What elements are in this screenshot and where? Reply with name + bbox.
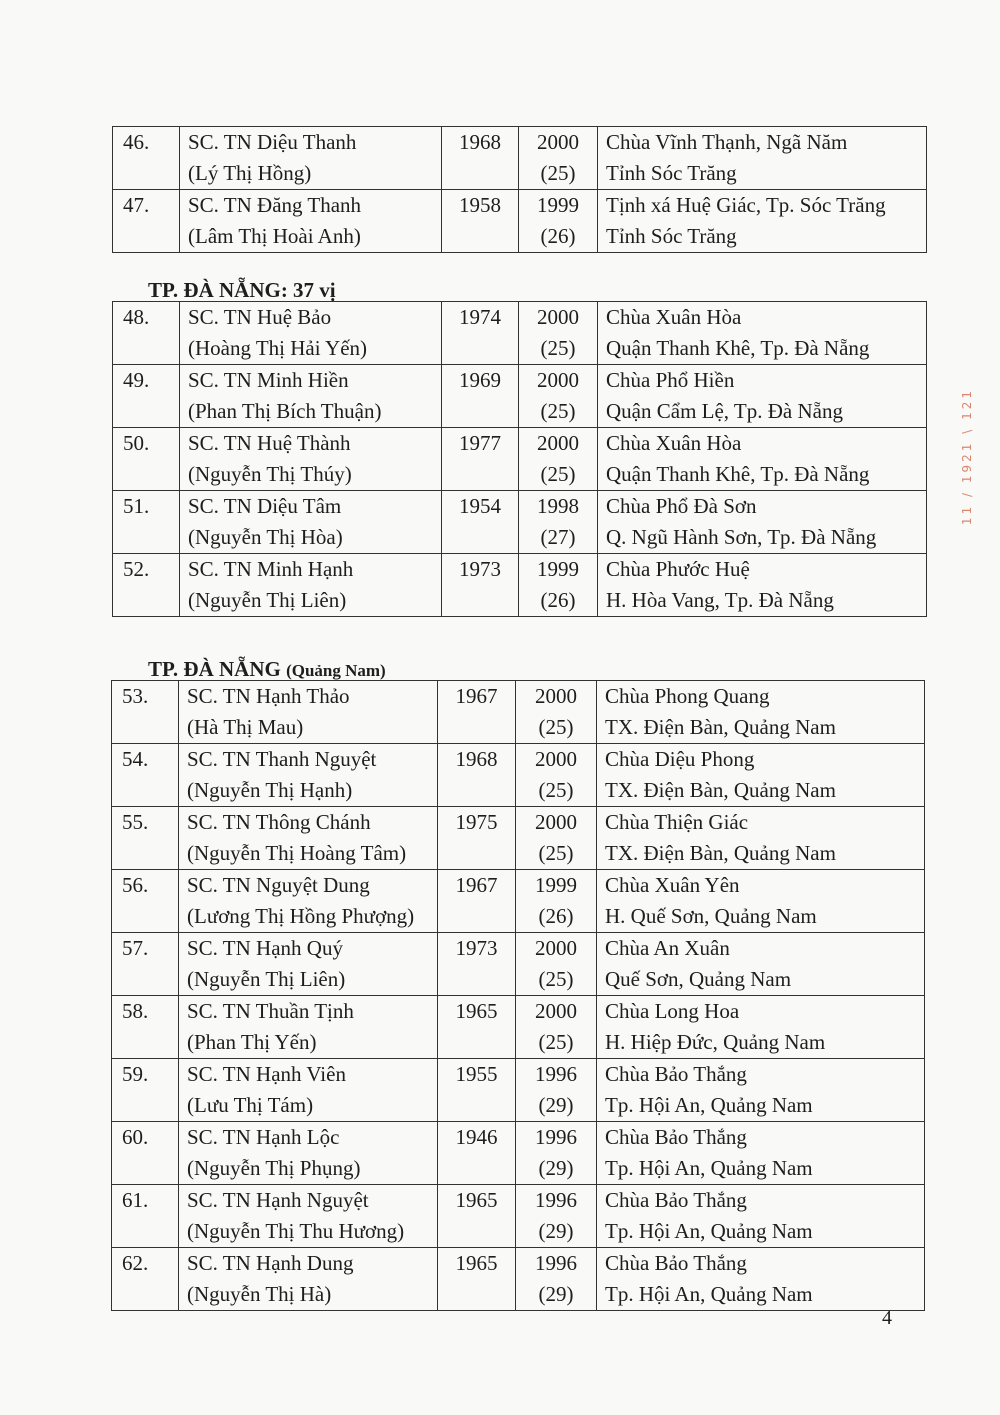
birth-year-cell — [438, 996, 516, 1059]
temple-cell — [598, 428, 927, 491]
temple-cell — [598, 127, 927, 190]
temple-location: Tp. Hội An, Quảng Nam — [605, 1282, 813, 1306]
row-number — [113, 365, 180, 428]
name-name: SC. TN Hạnh Nguyệt — [187, 1188, 369, 1212]
table-row — [112, 870, 925, 933]
table-row — [112, 1185, 925, 1248]
temple-temple: Chùa Phổ Đà Sơn — [606, 494, 757, 518]
row-number-stt: 55. — [122, 810, 149, 834]
birth-year-birth-year: 1968 — [455, 747, 498, 771]
temple-location: Tp. Hội An, Quảng Nam — [605, 1093, 813, 1117]
row-number — [112, 1122, 179, 1185]
name-lay-name: (Nguyễn Thị Hạnh) — [187, 778, 353, 802]
temple-cell — [597, 1185, 925, 1248]
name-name: SC. TN Minh Hạnh — [188, 557, 354, 581]
table-row — [112, 1248, 925, 1311]
birth-year-cell — [442, 554, 519, 617]
temple-temple: Chùa Xuân Hòa — [606, 305, 742, 329]
ordination-years: (29) — [538, 1156, 574, 1180]
temple-location: H. Hiệp Đức, Quảng Nam — [605, 1030, 826, 1054]
name-cell — [180, 491, 442, 554]
table-row — [112, 1122, 925, 1185]
row-number-stt: 50. — [123, 431, 150, 455]
name-lay-name: (Nguyễn Thị Hoàng Tâm) — [187, 841, 407, 865]
row-number — [113, 428, 180, 491]
ordination-cell — [519, 428, 598, 491]
birth-year-cell — [442, 190, 519, 253]
birth-year-cell — [438, 1248, 516, 1311]
table-row — [112, 996, 925, 1059]
ordination-cell — [516, 1059, 597, 1122]
name-name: SC. TN Hạnh Dung — [187, 1251, 354, 1275]
temple-cell — [597, 933, 925, 996]
name-name: SC. TN Huệ Bảo — [188, 305, 332, 329]
name-lay-name: (Phan Thị Bích Thuận) — [188, 399, 382, 423]
name-cell — [180, 428, 442, 491]
row-number — [112, 681, 179, 744]
birth-year-cell — [438, 1122, 516, 1185]
name-lay-name: (Lương Thị Hồng Phượng) — [187, 904, 415, 928]
temple-location: Tỉnh Sóc Trăng — [606, 224, 737, 248]
name-lay-name: (Hoàng Thị Hải Yến) — [188, 336, 368, 360]
ordination-cell — [516, 744, 597, 807]
birth-year-birth-year: 1967 — [455, 873, 498, 897]
row-number-stt: 58. — [122, 999, 149, 1023]
name-lay-name: (Nguyễn Thị Phụng) — [187, 1156, 361, 1180]
name-name: SC. TN Diệu Thanh — [188, 130, 357, 154]
temple-location: H. Quế Sơn, Quảng Nam — [605, 904, 817, 928]
ordination-cell — [516, 1185, 597, 1248]
ordination-cell — [519, 302, 598, 365]
temple-cell — [598, 554, 927, 617]
name-name: SC. TN Huệ Thành — [188, 431, 351, 455]
name-cell — [179, 996, 438, 1059]
temple-location: TX. Điện Bàn, Quảng Nam — [605, 841, 836, 865]
temple-cell — [597, 807, 925, 870]
row-number-stt: 46. — [123, 130, 150, 154]
name-lay-name: (Nguyễn Thị Thúy) — [188, 462, 352, 486]
ordination-years: (25) — [538, 841, 574, 865]
ordination-cell — [516, 996, 597, 1059]
birth-year-birth-year: 1958 — [459, 193, 501, 217]
roster-table-quang-nam — [111, 680, 925, 1311]
row-number-stt: 62. — [122, 1251, 149, 1275]
temple-temple: Chùa Bảo Thắng — [605, 1125, 747, 1149]
name-name: SC. TN Minh Hiền — [188, 368, 349, 392]
birth-year-cell — [442, 428, 519, 491]
temple-cell — [598, 190, 927, 253]
table-row — [113, 302, 927, 365]
row-number — [112, 933, 179, 996]
name-name: SC. TN Thanh Nguyệt — [187, 747, 377, 771]
birth-year-cell — [442, 365, 519, 428]
temple-temple: Chùa Bảo Thắng — [605, 1188, 747, 1212]
name-cell — [180, 365, 442, 428]
temple-location: Quận Thanh Khê, Tp. Đà Nẵng — [606, 462, 870, 486]
temple-cell — [597, 870, 925, 933]
row-number-stt: 56. — [122, 873, 149, 897]
row-number — [113, 302, 180, 365]
ordination-years: (29) — [538, 1093, 574, 1117]
ordination-cell — [516, 807, 597, 870]
ordination-cell — [516, 681, 597, 744]
ordination-years: (27) — [540, 525, 576, 549]
section-title-text: TP. ĐÀ NẴNG — [148, 657, 281, 681]
temple-cell — [598, 365, 927, 428]
name-cell — [180, 302, 442, 365]
birth-year-cell — [438, 933, 516, 996]
name-cell — [179, 1059, 438, 1122]
name-name: SC. TN Đăng Thanh — [188, 193, 362, 217]
row-number-stt: 57. — [122, 936, 149, 960]
birth-year-birth-year: 1974 — [459, 305, 501, 329]
ordination-ordination-year: 2000 — [535, 999, 577, 1023]
name-cell — [179, 1122, 438, 1185]
name-lay-name: (Hà Thị Mau) — [187, 715, 304, 739]
temple-location: Tỉnh Sóc Trăng — [606, 161, 737, 185]
ordination-ordination-year: 2000 — [535, 747, 577, 771]
temple-temple: Chùa Phong Quang — [605, 684, 770, 708]
ordination-years: (25) — [540, 399, 576, 423]
table-row — [112, 807, 925, 870]
ordination-years: (25) — [538, 1030, 574, 1054]
temple-cell — [597, 996, 925, 1059]
birth-year-birth-year: 1965 — [455, 1188, 498, 1212]
ordination-years: (25) — [540, 161, 576, 185]
table-row — [112, 933, 925, 996]
ordination-years: (26) — [540, 224, 576, 248]
ordination-cell — [519, 365, 598, 428]
row-number-stt: 52. — [123, 557, 150, 581]
name-lay-name: (Nguyễn Thị Hà) — [187, 1282, 332, 1306]
table-row — [113, 365, 927, 428]
row-number — [112, 1248, 179, 1311]
ordination-ordination-year: 2000 — [535, 684, 577, 708]
ordination-cell — [519, 127, 598, 190]
row-number-stt: 60. — [122, 1125, 149, 1149]
temple-temple: Chùa Bảo Thắng — [605, 1062, 747, 1086]
row-number — [113, 554, 180, 617]
name-cell — [179, 933, 438, 996]
roster-table-soc-trang — [112, 126, 927, 253]
name-name: SC. TN Hạnh Quý — [187, 936, 343, 960]
temple-temple: Tịnh xá Huệ Giác, Tp. Sóc Trăng — [606, 193, 886, 217]
birth-year-cell — [438, 681, 516, 744]
temple-location: Quận Cẩm Lệ, Tp. Đà Nẵng — [606, 399, 843, 423]
birth-year-birth-year: 1954 — [459, 494, 501, 518]
birth-year-cell — [438, 1185, 516, 1248]
ordination-ordination-year: 1996 — [535, 1062, 577, 1086]
ordination-cell — [516, 870, 597, 933]
row-number-stt: 53. — [122, 684, 149, 708]
name-name: SC. TN Thuần Tịnh — [187, 999, 354, 1023]
ordination-ordination-year: 1998 — [537, 494, 579, 518]
temple-temple: Chùa An Xuân — [605, 936, 730, 960]
name-name: SC. TN Hạnh Viên — [187, 1062, 346, 1086]
row-number — [112, 1185, 179, 1248]
ordination-ordination-year: 1999 — [535, 873, 577, 897]
name-lay-name: (Nguyễn Thị Hòa) — [188, 525, 343, 549]
temple-cell — [597, 744, 925, 807]
ordination-years: (25) — [540, 462, 576, 486]
temple-temple: Chùa Phổ Hiền — [606, 368, 735, 392]
temple-location: Quế Sơn, Quảng Nam — [605, 967, 792, 991]
temple-temple: Chùa Diệu Phong — [605, 747, 755, 771]
row-number — [112, 1059, 179, 1122]
ordination-cell — [516, 1122, 597, 1185]
temple-temple: Chùa Thiện Giác — [605, 810, 749, 834]
temple-temple: Chùa Xuân Hòa — [606, 431, 742, 455]
temple-temple: Chùa Phước Huệ — [606, 557, 750, 581]
name-name: SC. TN Hạnh Thảo — [187, 684, 350, 708]
table-row — [112, 681, 925, 744]
temple-cell — [597, 1059, 925, 1122]
name-cell — [179, 744, 438, 807]
birth-year-cell — [438, 744, 516, 807]
birth-year-cell — [438, 1059, 516, 1122]
table-row — [113, 127, 927, 190]
ordination-years: (29) — [538, 1219, 574, 1243]
ordination-ordination-year: 1999 — [537, 193, 579, 217]
roster-table-da-nang — [112, 301, 927, 617]
name-lay-name: (Lâm Thị Hoài Anh) — [188, 224, 361, 248]
row-number-stt: 54. — [122, 747, 149, 771]
row-number — [112, 870, 179, 933]
temple-cell — [597, 1248, 925, 1311]
temple-location: Tp. Hội An, Quảng Nam — [605, 1156, 813, 1180]
temple-temple: Chùa Vĩnh Thạnh, Ngã Năm — [606, 130, 848, 154]
name-name: SC. TN Hạnh Lộc — [187, 1125, 340, 1149]
section-subtitle: (Quảng Nam) — [286, 661, 386, 680]
ordination-ordination-year: 1996 — [535, 1188, 577, 1212]
birth-year-birth-year: 1975 — [455, 810, 498, 834]
birth-year-birth-year: 1965 — [455, 999, 498, 1023]
row-number-stt: 47. — [123, 193, 150, 217]
name-cell — [180, 127, 442, 190]
name-name: SC. TN Thông Chánh — [187, 810, 371, 834]
temple-temple: Chùa Xuân Yên — [605, 873, 740, 897]
row-number — [112, 807, 179, 870]
ordination-years: (25) — [538, 778, 574, 802]
ordination-cell — [519, 491, 598, 554]
birth-year-birth-year: 1973 — [455, 936, 498, 960]
name-name: SC. TN Diệu Tâm — [188, 494, 342, 518]
row-number — [113, 190, 180, 253]
birth-year-cell — [438, 807, 516, 870]
row-number-stt: 48. — [123, 305, 150, 329]
ordination-ordination-year: 1999 — [537, 557, 579, 581]
ordination-ordination-year: 2000 — [537, 431, 579, 455]
row-number-stt: 59. — [122, 1062, 149, 1086]
birth-year-birth-year: 1973 — [459, 557, 501, 581]
temple-cell — [598, 491, 927, 554]
page-number: 4 — [882, 1307, 892, 1329]
ordination-ordination-year: 2000 — [537, 130, 579, 154]
temple-location: Quận Thanh Khê, Tp. Đà Nẵng — [606, 336, 870, 360]
row-number — [112, 744, 179, 807]
ordination-cell — [519, 554, 598, 617]
ordination-years: (26) — [540, 588, 576, 612]
birth-year-cell — [442, 302, 519, 365]
name-lay-name: (Nguyễn Thị Liên) — [188, 588, 347, 612]
name-cell — [180, 190, 442, 253]
birth-year-birth-year: 1969 — [459, 368, 501, 392]
ordination-cell — [519, 190, 598, 253]
name-lay-name: (Phan Thị Yến) — [187, 1030, 317, 1054]
ordination-years: (25) — [540, 336, 576, 360]
ordination-years: (26) — [538, 904, 574, 928]
birth-year-birth-year: 1977 — [459, 431, 501, 455]
temple-cell — [598, 302, 927, 365]
row-number — [112, 996, 179, 1059]
birth-year-cell — [438, 870, 516, 933]
name-cell — [180, 554, 442, 617]
table-row — [113, 190, 927, 253]
ordination-ordination-year: 2000 — [535, 936, 577, 960]
birth-year-birth-year: 1965 — [455, 1251, 498, 1275]
ordination-ordination-year: 2000 — [537, 305, 579, 329]
ordination-cell — [516, 933, 597, 996]
birth-year-birth-year: 1955 — [455, 1062, 498, 1086]
table-row — [112, 1059, 925, 1122]
temple-location: Tp. Hội An, Quảng Nam — [605, 1219, 813, 1243]
name-lay-name: (Nguyễn Thị Liên) — [187, 967, 346, 991]
temple-temple: Chùa Bảo Thắng — [605, 1251, 747, 1275]
table-row — [113, 428, 927, 491]
table-row — [113, 554, 927, 617]
ordination-years: (29) — [538, 1282, 574, 1306]
section-title-da-nang: TP. ĐÀ NẴNG: 37 vị — [148, 278, 336, 302]
name-cell — [179, 681, 438, 744]
name-cell — [179, 1185, 438, 1248]
ordination-ordination-year: 1996 — [535, 1125, 577, 1149]
ordination-ordination-year: 2000 — [535, 810, 577, 834]
temple-location: Q. Ngũ Hành Sơn, Tp. Đà Nẵng — [606, 525, 877, 549]
temple-location: TX. Điện Bàn, Quảng Nam — [605, 715, 836, 739]
ordination-ordination-year: 1996 — [535, 1251, 577, 1275]
section-title-da-nang-quang-nam — [148, 657, 386, 682]
name-name: SC. TN Nguyệt Dung — [187, 873, 370, 897]
ordination-cell — [516, 1248, 597, 1311]
birth-year-birth-year: 1968 — [459, 130, 501, 154]
row-number — [113, 127, 180, 190]
temple-location: TX. Điện Bàn, Quảng Nam — [605, 778, 836, 802]
temple-cell — [597, 1122, 925, 1185]
name-lay-name: (Lý Thị Hồng) — [188, 161, 312, 185]
temple-temple: Chùa Long Hoa — [605, 999, 740, 1023]
name-lay-name: (Lưu Thị Tám) — [187, 1093, 314, 1117]
birth-year-birth-year: 1967 — [455, 684, 498, 708]
birth-year-birth-year: 1946 — [455, 1125, 498, 1149]
margin-stamp-mark — [958, 388, 978, 588]
row-number-stt: 49. — [123, 368, 150, 392]
ordination-years: (25) — [538, 967, 574, 991]
row-number — [113, 491, 180, 554]
table-row — [112, 744, 925, 807]
birth-year-cell — [442, 127, 519, 190]
name-cell — [179, 807, 438, 870]
row-number-stt: 61. — [122, 1188, 149, 1212]
ordination-years: (25) — [538, 715, 574, 739]
birth-year-cell — [442, 491, 519, 554]
temple-location: H. Hòa Vang, Tp. Đà Nẵng — [606, 588, 834, 612]
row-number-stt: 51. — [123, 494, 150, 518]
name-cell — [179, 1248, 438, 1311]
temple-cell — [597, 681, 925, 744]
table-row — [113, 491, 927, 554]
name-lay-name: (Nguyễn Thị Thu Hương) — [187, 1219, 405, 1243]
name-cell — [179, 870, 438, 933]
ordination-ordination-year: 2000 — [537, 368, 579, 392]
margin-note-text: 11 / 1921 \ 121 — [960, 388, 974, 526]
